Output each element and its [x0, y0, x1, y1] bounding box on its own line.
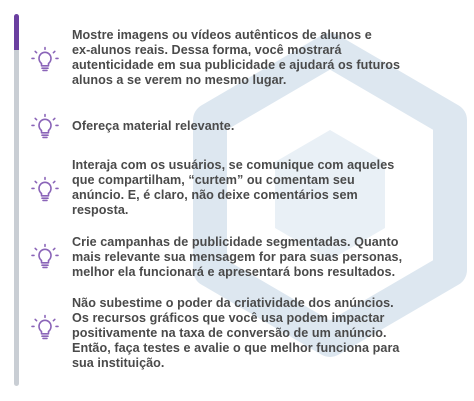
- lightbulb-icon: [30, 113, 60, 143]
- lightbulb-icon: [30, 176, 60, 206]
- list-item-text: Não subestime o poder da criatividade dos anúncios. Os recursos gráficos que você usa podem impactar positivamente na taxa de conversão de um anúncio. Então, faça testes e avalie o que melhor funciona para sua instituição.: [72, 296, 400, 370]
- lightbulb-icon: [30, 46, 60, 76]
- list-item-text: Crie campanhas de publicidade segmentadas. Quanto mais relevante sua mensagem for para suas personas, melhor ela funcionará e apresentará bons resultados.: [72, 235, 403, 279]
- list-item-text: Ofereça material relevante.: [72, 119, 235, 133]
- list-item-text: Interaja com os usuários, se comunique com aqueles que compartilham, “curtem” ou comentam seu anúncio. E, é claro, não deixe comentários sem resposta.: [72, 158, 395, 217]
- lightbulb-icon: [30, 243, 60, 273]
- list-item-text: Mostre imagens ou vídeos autênticos de alunos e ex-alunos reais. Dessa forma, você mostrará autenticidade em sua publicidade e ajudará os futuros alunos a se verem no mesmo lugar.: [72, 28, 401, 87]
- side-accent-bar: [14, 14, 19, 386]
- lightbulb-icon: [30, 314, 60, 344]
